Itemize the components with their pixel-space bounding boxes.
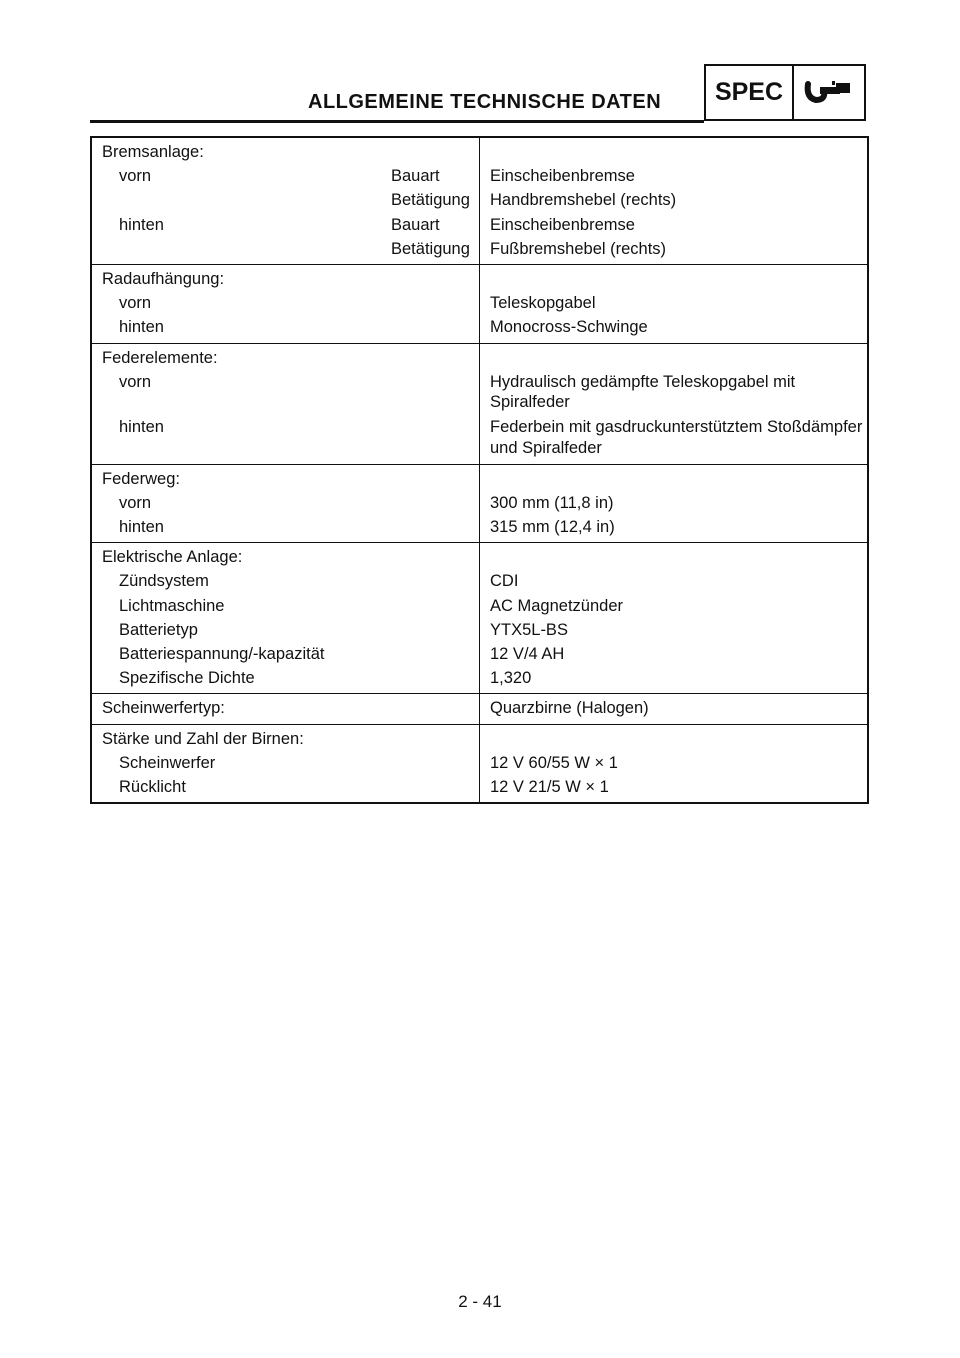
row-value: Fußbremshebel (rechts) [490,239,667,258]
spec-values [480,138,867,264]
spec-row-value [490,775,867,799]
spec-labels [92,725,480,803]
spec-row-value [490,237,867,261]
spec-row-label [102,237,479,261]
row-value: 12 V/4 AH [490,645,565,663]
spacer [490,727,867,751]
spec-row-value [490,569,867,593]
spacer [490,267,867,291]
row-label: Zündsystem [119,572,209,591]
spec-row-label [102,666,479,690]
spec-group [92,694,867,724]
spec-row-label [102,491,479,515]
spec-labels [92,465,480,543]
row-value: YTX5L-BS [490,620,568,639]
spec-row-value [490,213,867,237]
spec-group [92,344,867,465]
spec-row-label [102,213,479,237]
spec-row-value [490,315,867,339]
row-value: 1,320 [490,669,532,688]
spec-row-value [490,594,867,618]
spec-row-value [490,751,867,775]
row-label: vorn [119,167,152,186]
row-value: AC Magnetzünder [490,596,623,615]
spec-row-value [490,618,867,642]
row-label: vorn [119,294,152,313]
spec-row-value [490,415,867,461]
spec-row-label [102,642,479,666]
spec-group [92,265,867,344]
spec-group [92,543,867,694]
row-label: hinten [119,518,164,537]
spec-values [480,725,867,803]
row-sublabel: Bauart [391,215,440,234]
spec-values [480,265,867,343]
spec-labels [92,344,480,464]
group-heading: Elektrische Anlage: [102,548,243,567]
spec-labels [92,265,480,343]
group-heading: Federweg: [102,469,180,488]
group-heading: Radaufhängung: [102,269,225,288]
spec-labels [92,694,480,723]
group-heading: Federelemente: [102,348,218,367]
spec-row-value [490,666,867,690]
row-value: CDI [490,572,519,591]
spec-row-value [490,188,867,212]
wrench-icon [794,66,864,119]
spacer [490,545,867,569]
row-value: Federbein mit gasdruckunterstütztem Stoßdämpfer und Spiralfeder [490,418,863,457]
spec-row-value [490,370,867,416]
row-label: Batteriespannung/-kapazität [119,645,325,663]
spec-group [92,725,867,803]
row-value: 12 V 60/55 W × 1 [490,753,618,772]
row-value: Einscheibenbremse [490,167,635,186]
spec-row-label [102,415,479,461]
spec-row-label [102,188,479,212]
spec-values [480,465,867,543]
row-value: 300 mm (11,8 in) [490,493,614,512]
row-label: Scheinwerfer [119,753,216,772]
spec-row-label [102,594,479,618]
group-heading: Bremsanlage: [102,143,204,161]
row-label: hinten [119,215,164,234]
row-label: hinten [119,418,164,437]
spacer [490,140,867,164]
group-heading-value: Quarzbirne (Halogen) [490,699,649,718]
row-sublabel: Betätigung [391,239,470,258]
row-value: Teleskopgabel [490,294,596,313]
row-value: Einscheibenbremse [490,215,635,234]
spec-row-label [102,515,479,539]
spec-values [480,344,867,464]
group-heading: Scheinwerfertyp: [102,699,225,718]
spec-row-label [102,775,479,799]
row-value: 315 mm (12,4 in) [490,518,615,537]
row-value: Hydraulisch gedämpfte Teleskopgabel mit Spiralfeder [490,372,796,412]
row-label: vorn [119,372,152,391]
spec-row-label [102,164,479,188]
row-label: vorn [119,493,152,512]
page-number: 2 - 41 [458,1292,502,1311]
spec-row-label [102,370,479,416]
row-label: Spezifische Dichte [119,669,255,688]
spec-row-label [102,618,479,642]
page-title: ALLGEMEINE TECHNISCHE DATEN [308,91,662,113]
spec-row-label [102,751,479,775]
group-heading: Stärke und Zahl der Birnen: [102,729,304,748]
row-sublabel: Betätigung [391,191,470,210]
spec-labels [92,543,480,693]
spec-row-value [490,491,867,515]
row-label: hinten [119,318,164,337]
spacer [490,467,867,491]
spec-labels [92,138,480,264]
row-label: Batterietyp [119,620,198,639]
spec-row-value [490,515,867,539]
spec-row-label [102,291,479,315]
spec-badge-label: SPEC [706,66,794,119]
page-header [90,64,868,124]
spec-row-value [490,164,867,188]
spec-group [92,138,867,265]
row-label: Rücklicht [119,777,186,796]
spec-table [90,136,869,804]
spec-row-value [490,291,867,315]
row-value: Handbremshebel (rechts) [490,191,677,210]
spec-badge [704,64,866,121]
spec-row-value [490,642,867,666]
spec-row-label [102,315,479,339]
spec-group [92,465,867,544]
spec-values [480,694,867,723]
spec-row-label [102,569,479,593]
header-rule [90,120,704,123]
row-sublabel: Bauart [391,167,440,186]
row-value: 12 V 21/5 W × 1 [490,777,609,796]
spacer [490,346,867,370]
row-label: Lichtmaschine [119,596,225,615]
spec-values [480,543,867,693]
row-value: Monocross-Schwinge [490,318,648,337]
